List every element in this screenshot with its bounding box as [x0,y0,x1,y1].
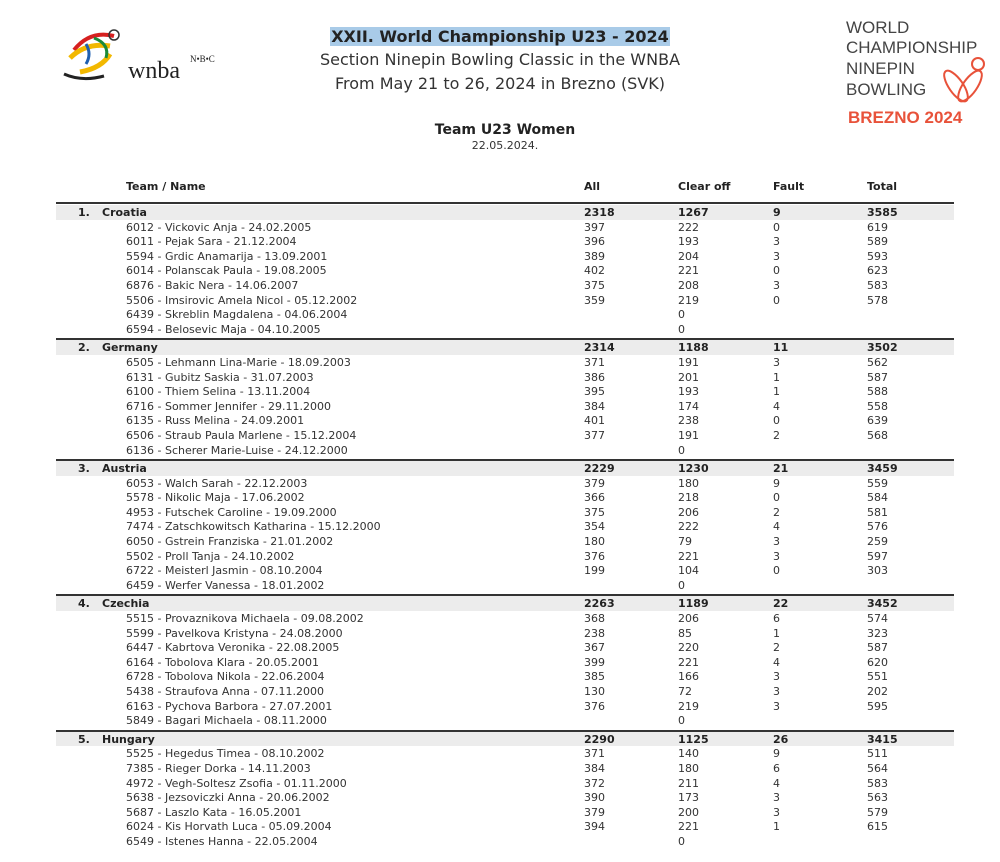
col-all-header: All [584,180,601,193]
player-all: 354 [584,520,605,534]
team-fault: 26 [773,732,789,746]
player-fault: 2 [773,505,780,519]
player-all: 390 [584,791,605,805]
col-clear-header: Clear off [678,180,731,193]
player-clear-off: 85 [678,626,692,640]
player-clear-off: 222 [678,220,699,234]
player-clear-off: 193 [678,385,699,399]
player-total: 584 [867,491,888,505]
team-rank: 3. [78,462,90,476]
player-all: 376 [584,549,605,563]
team-total: 3585 [867,206,898,219]
team-total: 3415 [867,732,898,746]
player-row [56,699,954,714]
player-row [56,669,954,684]
player-clear-off: 0 [678,308,685,322]
section-line: Section Ninepin Bowling Classic in the WNBA [319,50,681,69]
player-clear-off: 221 [678,655,699,669]
player-row [56,776,954,791]
player-row [56,761,954,776]
team-all: 2314 [584,341,615,355]
player-clear-off: 201 [678,370,699,384]
player-all: 384 [584,399,605,413]
player-fault: 4 [773,655,780,669]
player-clear-off: 238 [678,414,699,428]
player-clear-off: 0 [678,578,685,592]
player-row [56,519,954,534]
player-clear-off: 191 [678,428,699,442]
player-all: 379 [584,805,605,819]
player-name: 5849 - Bagari Michaela - 08.11.2000 [126,714,327,728]
team-clear-off: 1125 [678,732,709,746]
player-row [56,655,954,670]
player-fault: 0 [773,491,780,505]
player-name: 6011 - Pejak Sara - 21.12.2004 [126,235,297,249]
player-clear-off: 221 [678,820,699,834]
player-clear-off: 222 [678,520,699,534]
team-fault: 21 [773,462,789,476]
team-name: Hungary [102,732,155,746]
logo-place: BREZNO 2024 [848,108,963,127]
player-all: 238 [584,626,605,640]
player-clear-off: 200 [678,805,699,819]
player-fault: 3 [773,805,780,819]
event-date: 22.05.2024. [471,139,539,152]
team-total: 3502 [867,341,898,355]
player-total: 558 [867,399,888,413]
player-total: 563 [867,791,888,805]
player-all: 384 [584,761,605,775]
player-total: 581 [867,505,888,519]
team-name: Germany [102,341,158,355]
player-row [56,234,954,249]
player-fault: 3 [773,549,780,563]
player-name: 6053 - Walch Sarah - 22.12.2003 [126,476,308,490]
player-clear-off: 0 [678,443,685,457]
player-row [56,790,954,805]
player-clear-off: 208 [678,278,699,292]
player-row [56,819,954,834]
player-row [56,684,954,699]
player-clear-off: 219 [678,699,699,713]
player-row [56,534,954,549]
player-clear-off: 174 [678,399,699,413]
report-subtitle [0,122,1000,152]
player-all: 394 [584,820,605,834]
col-fault-header: Fault [773,180,805,193]
player-row [56,476,954,491]
player-clear-off: 140 [678,747,699,761]
player-row [56,640,954,655]
player-fault: 9 [773,476,780,490]
player-clear-off: 204 [678,249,699,263]
player-clear-off: 211 [678,776,699,790]
player-all: 385 [584,670,605,684]
player-all: 379 [584,476,605,490]
player-total: 587 [867,370,888,384]
player-all: 366 [584,491,605,505]
col-total-header: Total [867,180,898,193]
player-all: 395 [584,385,605,399]
team-fault: 11 [773,341,789,355]
player-total: 589 [867,235,888,249]
player-name: 6594 - Belosevic Maja - 04.10.2005 [126,322,321,336]
player-name: 6728 - Tobolova Nikola - 22.06.2004 [126,670,325,684]
player-total: 259 [867,535,888,549]
player-row [56,322,954,337]
player-row [56,578,954,593]
logo-left-text: wnba [128,58,180,84]
player-row [56,384,954,399]
logo-line-2: CHAMPIONSHIP [846,38,978,57]
player-fault: 4 [773,520,780,534]
player-all: 386 [584,370,605,384]
team-clear-off: 1189 [678,597,709,611]
player-name: 6722 - Meisterl Jasmin - 08.10.2004 [126,564,323,578]
player-row [56,626,954,641]
team-clear-off: 1188 [678,341,709,355]
player-fault: 0 [773,564,780,578]
player-clear-off: 191 [678,355,699,369]
player-row [56,278,954,293]
team-fault: 22 [773,597,789,611]
player-all: 377 [584,428,605,442]
player-name: 6136 - Scherer Marie-Luise - 24.12.2000 [126,443,348,457]
championship-title: XXII. World Championship U23 - 2024 [331,27,669,46]
player-all: 130 [584,685,605,698]
col-name-header: Team / Name [126,180,206,193]
player-row [56,355,954,370]
player-total: 620 [867,655,888,669]
player-name: 6014 - Polanscak Paula - 19.08.2005 [126,264,327,278]
player-total: 551 [867,670,888,684]
player-total: 588 [867,385,888,399]
player-fault: 3 [773,278,780,292]
player-all: 372 [584,776,605,790]
player-fault: 3 [773,355,780,369]
player-name: 6549 - Istenes Hanna - 22.05.2004 [126,834,318,848]
player-fault: 2 [773,428,780,442]
player-clear-off: 0 [678,834,685,848]
player-clear-off: 180 [678,761,699,775]
player-row [56,505,954,520]
player-all: 367 [584,641,605,655]
team-all: 2229 [584,462,615,476]
player-clear-off: 206 [678,505,699,519]
team-all: 2290 [584,732,615,746]
player-total: 574 [867,612,888,626]
player-total: 579 [867,805,888,819]
player-row [56,611,954,626]
results-table [56,205,954,849]
player-name: 7385 - Rieger Dorka - 14.11.2003 [126,761,311,775]
player-clear-off: 0 [678,714,685,728]
logo-line-4: BOWLING [846,80,927,99]
player-all: 368 [584,612,605,626]
player-name: 4953 - Futschek Caroline - 19.09.2000 [126,505,337,519]
player-fault: 3 [773,235,780,249]
team-rank: 5. [78,732,90,746]
player-clear-off: 193 [678,235,699,249]
player-clear-off: 166 [678,670,699,684]
player-clear-off: 219 [678,293,699,307]
player-clear-off: 79 [678,535,692,549]
player-fault: 1 [773,626,780,640]
player-total: 576 [867,520,888,534]
player-clear-off: 173 [678,791,699,805]
player-fault: 4 [773,399,780,413]
player-total: 623 [867,264,888,278]
player-fault: 0 [773,264,780,278]
player-row [56,399,954,414]
player-all: 199 [584,564,605,578]
team-all: 2318 [584,206,615,219]
player-fault: 3 [773,791,780,805]
player-all: 180 [584,535,605,549]
player-total: 583 [867,776,888,790]
pins-icon [940,58,986,105]
player-row [56,249,954,264]
player-row [56,746,954,761]
player-all: 376 [584,699,605,713]
player-fault: 1 [773,385,780,399]
player-name: 5506 - Imsirovic Amela Nicol - 05.12.2002 [126,293,358,307]
player-all: 371 [584,747,605,761]
player-row [56,428,954,443]
player-row [56,563,954,578]
player-name: 6716 - Sommer Jennifer - 29.11.2000 [126,399,332,413]
team-name: Croatia [102,206,147,219]
player-row [56,713,954,728]
player-total: 583 [867,278,888,292]
player-total: 587 [867,641,888,655]
player-total: 202 [867,685,888,698]
player-clear-off: 180 [678,476,699,490]
player-name: 7474 - Zatschkowitsch Katharina - 15.12.2000 [126,520,381,534]
player-name: 6163 - Pychova Barbora - 27.07.2001 [126,699,333,713]
player-total: 595 [867,699,888,713]
team-all: 2263 [584,597,615,611]
player-all: 397 [584,220,605,234]
player-name: 6876 - Bakic Nera - 14.06.2007 [126,278,299,292]
player-total: 562 [867,355,888,369]
player-name: 5687 - Laszlo Kata - 16.05.2001 [126,805,302,819]
team-rank: 4. [78,597,90,611]
player-all: 359 [584,293,605,307]
player-all: 396 [584,235,605,249]
player-row [56,549,954,564]
player-total: 578 [867,293,888,307]
team-name: Austria [102,462,147,476]
player-name: 6135 - Russ Melina - 24.09.2001 [126,414,305,428]
team-rank: 1. [78,206,90,219]
player-name: 6459 - Werfer Vanessa - 18.01.2002 [126,578,325,592]
player-row [56,490,954,505]
event-name: Team U23 Women [434,122,576,138]
player-name: 6012 - Vickovic Anja - 24.02.2005 [126,220,312,234]
player-clear-off: 206 [678,612,699,626]
team-clear-off: 1267 [678,206,709,219]
player-fault: 3 [773,249,780,263]
team-row [56,594,954,611]
player-fault: 3 [773,699,780,713]
player-name: 6050 - Gstrein Franziska - 21.01.2002 [126,535,334,549]
player-clear-off: 218 [678,491,699,505]
player-row [56,443,954,458]
logo-line-1: WORLD [846,18,910,37]
player-name: 6506 - Straub Paula Marlene - 15.12.2004 [126,428,357,442]
player-total: 615 [867,820,888,834]
player-fault: 3 [773,670,780,684]
player-row [56,220,954,235]
player-name: 5525 - Hegedus Timea - 08.10.2002 [126,747,325,761]
player-name: 5638 - Jezsoviczki Anna - 20.06.2002 [126,791,330,805]
brezno-logo [846,16,990,128]
logo-left-small: N•B•C [190,54,215,64]
player-name: 6100 - Thiem Selina - 13.11.2004 [126,385,311,399]
player-fault: 1 [773,820,780,834]
player-clear-off: 104 [678,564,699,578]
player-name: 5578 - Nikolic Maja - 17.06.2002 [126,491,305,505]
player-total: 564 [867,761,888,775]
player-name: 5502 - Proll Tanja - 24.10.2002 [126,549,295,563]
player-total: 597 [867,549,888,563]
player-fault: 6 [773,612,780,626]
table-header [56,178,954,204]
player-name: 6447 - Kabrtova Veronika - 22.08.2005 [126,641,340,655]
player-fault: 4 [773,776,780,790]
player-total: 639 [867,414,888,428]
player-name: 5438 - Straufova Anna - 07.11.2000 [126,685,324,698]
player-fault: 6 [773,761,780,775]
player-fault: 0 [773,293,780,307]
player-name: 5594 - Grdic Anamarija - 13.09.2001 [126,249,328,263]
team-clear-off: 1230 [678,462,709,476]
logo-line-3: NINEPIN [846,59,915,78]
player-row [56,834,954,849]
player-fault: 3 [773,535,780,549]
player-fault: 0 [773,414,780,428]
player-total: 511 [867,747,888,761]
player-fault: 2 [773,641,780,655]
player-name: 4972 - Vegh-Soltesz Zsofia - 01.11.2000 [126,776,347,790]
player-total: 559 [867,476,888,490]
player-all: 375 [584,278,605,292]
team-row [56,459,954,476]
team-row [56,730,954,747]
date-place-line: From May 21 to 26, 2024 in Brezno (SVK) [334,74,666,93]
player-row [56,370,954,385]
player-row [56,307,954,322]
player-clear-off: 220 [678,641,699,655]
player-total: 593 [867,249,888,263]
player-clear-off: 72 [678,685,692,698]
player-fault: 0 [773,220,780,234]
player-name: 6131 - Gubitz Saskia - 31.07.2003 [126,370,314,384]
player-name: 5599 - Pavelkova Kristyna - 24.08.2000 [126,626,343,640]
player-total: 303 [867,564,888,578]
player-all: 401 [584,414,605,428]
team-row [56,205,954,220]
player-all: 375 [584,505,605,519]
player-clear-off: 0 [678,322,685,336]
player-name: 6164 - Tobolova Klara - 20.05.2001 [126,655,319,669]
player-clear-off: 221 [678,264,699,278]
player-name: 6505 - Lehmann Lina-Marie - 18.09.2003 [126,355,351,369]
team-total: 3452 [867,597,898,611]
player-name: 6439 - Skreblin Magdalena - 04.06.2004 [126,308,348,322]
player-total: 568 [867,428,888,442]
player-fault: 1 [773,370,780,384]
team-row [56,338,954,355]
player-row [56,293,954,308]
team-rank: 2. [78,341,90,355]
team-fault: 9 [773,206,781,219]
player-all: 402 [584,264,605,278]
player-all: 389 [584,249,605,263]
player-all: 399 [584,655,605,669]
player-fault: 3 [773,685,780,698]
player-name: 5515 - Provaznikova Michaela - 09.08.2002 [126,612,364,626]
player-total: 619 [867,220,888,234]
team-total: 3459 [867,462,898,476]
player-row [56,263,954,278]
player-all: 371 [584,355,605,369]
player-clear-off: 221 [678,549,699,563]
player-row [56,805,954,820]
player-row [56,413,954,428]
player-total: 323 [867,626,888,640]
player-fault: 9 [773,747,780,761]
player-name: 6024 - Kis Horvath Luca - 05.09.2004 [126,820,332,834]
team-name: Czechia [102,597,150,611]
